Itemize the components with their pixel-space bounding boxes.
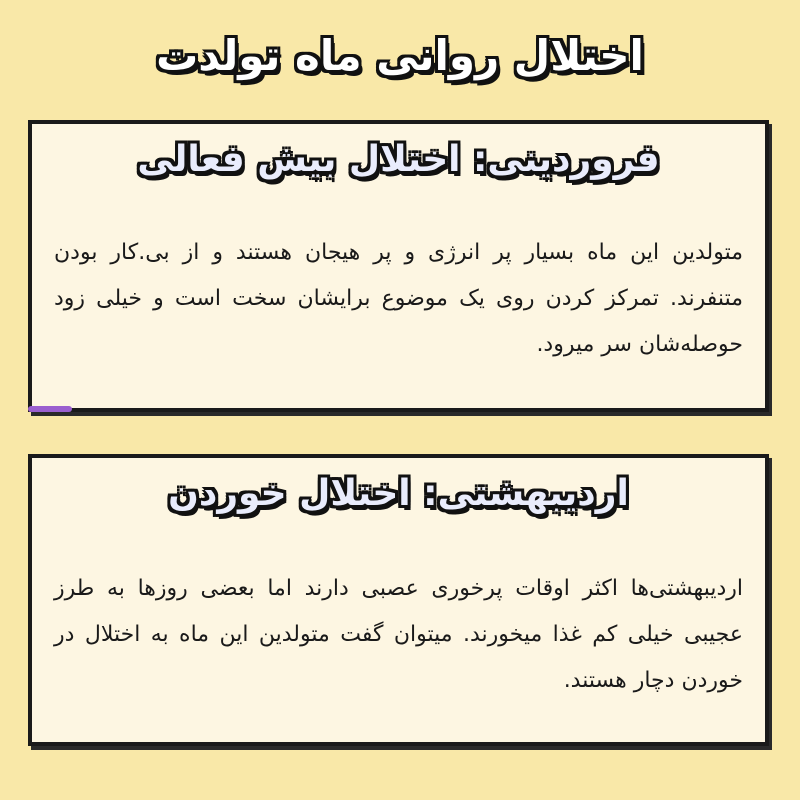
decorative-mark [28,406,72,412]
card-heading: اردیبهشتی: اختلال خوردن [168,473,629,514]
card-body-text: اردیبهشتی‌ها اکثر اوقات پرخوری عصبی دارند اما بعضی روزها به طرز عجیبی خیلی کم غذا میخورند. میتوان گفت متولدین این ماه به اختلال در خوردن دچار هستند. [54,576,743,693]
card-ordibehesht [28,454,769,746]
page-title: اختلال روانی ماه تولدت [156,31,644,80]
card-farvardin [28,120,769,412]
card-body-text: متولدین این ماه بسیار پر انرژی و پر هیجان هستند و از بی.کار بودن متنفرند. تمرکز کردن روی یک موضوع برایشان سخت است و خیلی زود حوصله‌شان سر میرود. [54,240,743,357]
card-heading: فروردینی: اختلال بیش فعالی [137,139,660,180]
